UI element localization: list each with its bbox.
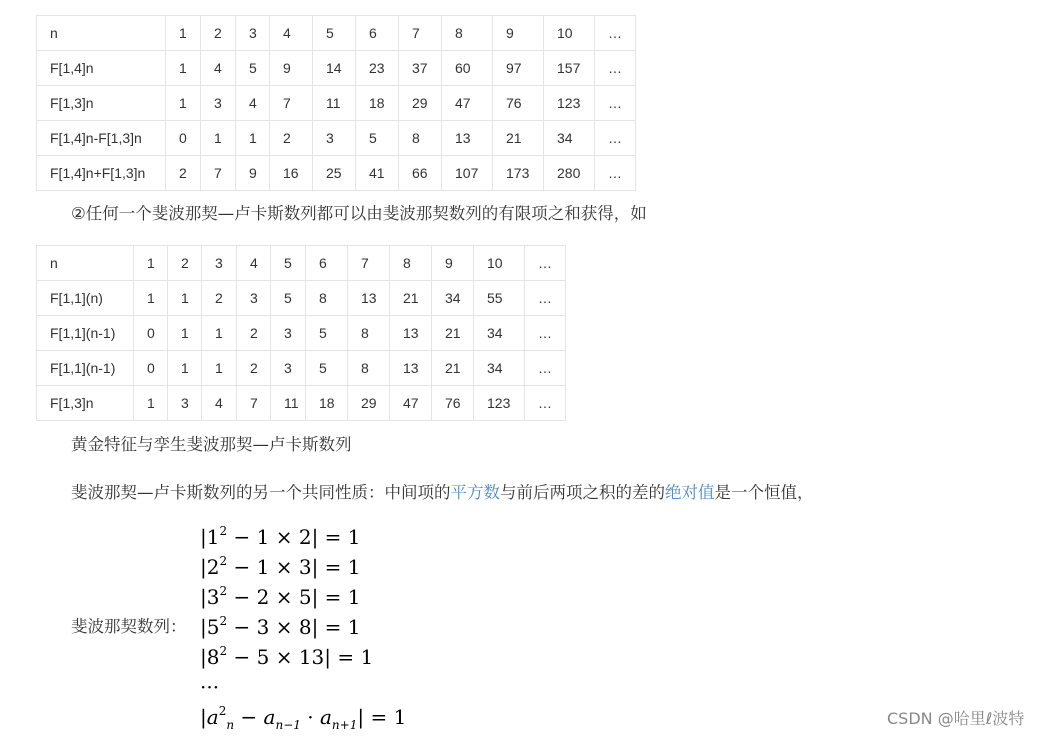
table-cell: 4 [201,51,236,86]
paragraph-common-property [71,479,814,503]
table-cell: 9 [493,16,544,51]
table-cell: 4 [270,16,313,51]
row-header-cell: F[1,4]n-F[1,3]n [37,121,166,156]
table-cell: 41 [356,156,399,191]
table-cell: 66 [399,156,442,191]
table-cell: 76 [432,386,474,421]
table-cell: 280 [544,156,595,191]
table-cell: … [525,351,566,386]
table-cell: 21 [390,281,432,316]
fib-lucas-table-1 [36,15,636,191]
table-cell: … [595,156,636,191]
table-cell: … [525,246,566,281]
row-header-cell: F[1,1](n-1) [37,316,134,351]
table-cell: 21 [432,316,474,351]
table-cell: 13 [442,121,493,156]
table-cell: 8 [348,351,390,386]
table-cell: 1 [202,351,237,386]
table-cell: 7 [237,386,271,421]
table-cell: 3 [236,16,270,51]
table-row [37,246,566,281]
table-cell: 18 [306,386,348,421]
table-cell: 11 [271,386,306,421]
table-cell: 1 [166,86,201,121]
table-cell: 8 [306,281,348,316]
table-cell: 9 [236,156,270,191]
table-cell: … [525,386,566,421]
table-cell: 4 [237,246,271,281]
table-cell: 13 [390,351,432,386]
table-cell: 21 [432,351,474,386]
equation-general: $|a^2_n - a_{n-1} \cdot a_{n+1}| = 1$ [200,704,407,732]
row-header-cell: n [37,246,134,281]
table-cell: 5 [306,351,348,386]
table-cell: 123 [474,386,525,421]
table-cell: 5 [271,281,306,316]
table-cell: 13 [348,281,390,316]
table-cell: 173 [493,156,544,191]
equation-line: $|8^2 - 5 \times 13| = 1$ [200,644,374,669]
table-cell: 1 [168,351,202,386]
table-cell: 1 [134,246,168,281]
table-row [37,51,636,86]
table-row [37,351,566,386]
table-cell: … [595,51,636,86]
table-cell: 9 [270,51,313,86]
table-cell: 16 [270,156,313,191]
table-cell: 5 [306,316,348,351]
table-cell: 47 [442,86,493,121]
table-cell: 2 [237,351,271,386]
label-fibonacci-sequence: 斐波那契数列： [71,617,187,636]
equation-line: $|5^2 - 3 \times 8| = 1$ [200,614,361,639]
row-header-cell: F[1,3]n [37,386,134,421]
table-row [37,86,636,121]
row-header-cell: F[1,4]n [37,51,166,86]
table-cell: 0 [134,316,168,351]
table-cell: 3 [237,281,271,316]
table-cell: 7 [201,156,236,191]
table-cell: 7 [348,246,390,281]
table-cell: 13 [390,316,432,351]
table-cell: 7 [270,86,313,121]
table-cell: 1 [166,16,201,51]
table-cell: 3 [201,86,236,121]
link-square-number[interactable]: 平方数 [450,483,500,502]
table-cell: 34 [474,316,525,351]
row-header-cell: F[1,4]n+F[1,3]n [37,156,166,191]
table-cell: 4 [202,386,237,421]
equation-line: $|1^2 - 1 \times 2| = 1$ [200,524,361,549]
table-cell: 2 [168,246,202,281]
heading-golden-feature: 黄金特征与孪生斐波那契—卢卡斯数列 [71,435,352,454]
table-row [37,281,566,316]
property-text-2: 与前后两项之积的差的 [500,483,665,502]
table-cell: 2 [270,121,313,156]
table-cell: 107 [442,156,493,191]
table-cell: 60 [442,51,493,86]
table-cell: … [525,316,566,351]
table-cell: 29 [399,86,442,121]
table-cell: 157 [544,51,595,86]
table-cell: 3 [168,386,202,421]
table-cell: 9 [432,246,474,281]
table-cell: 14 [313,51,356,86]
table-cell: 34 [544,121,595,156]
table-cell: 18 [356,86,399,121]
table-cell: 3 [202,246,237,281]
fib-lucas-table-2 [36,245,566,421]
table-cell: … [525,281,566,316]
row-header-cell: F[1,1](n-1) [37,351,134,386]
table-cell: 6 [356,16,399,51]
table-cell: 0 [134,351,168,386]
table-cell: 8 [442,16,493,51]
table-cell: 34 [432,281,474,316]
table-row [37,316,566,351]
table-cell: 23 [356,51,399,86]
row-header-cell: n [37,16,166,51]
table-cell: 21 [493,121,544,156]
table-cell: 1 [168,281,202,316]
table-cell: 6 [306,246,348,281]
table-cell: 29 [348,386,390,421]
paragraph-any-sequence: ②任何一个斐波那契—卢卡斯数列都可以由斐波那契数列的有限项之和获得，如 [71,204,647,223]
table-cell: 2 [166,156,201,191]
table-cell: 76 [493,86,544,121]
table-cell: 3 [271,351,306,386]
table-cell: 8 [348,316,390,351]
table-cell: 2 [201,16,236,51]
equation-line: $|2^2 - 1 \times 3| = 1$ [200,554,361,579]
table-cell: 5 [356,121,399,156]
table-cell: 1 [166,51,201,86]
table-cell: 5 [313,16,356,51]
table-cell: 25 [313,156,356,191]
equation-list [200,522,406,732]
table-cell: 3 [271,316,306,351]
equation-ellipsis: ··· [200,675,220,699]
table-cell: 1 [134,281,168,316]
property-text-1: 斐波那契—卢卡斯数列的另一个共同性质：中间项的 [71,483,451,502]
table-cell: 4 [236,86,270,121]
table-cell: 10 [474,246,525,281]
table-cell: … [595,86,636,121]
table-cell: 2 [202,281,237,316]
link-absolute-value[interactable]: 绝对值 [665,483,715,502]
table-cell: 10 [544,16,595,51]
table-cell: 55 [474,281,525,316]
table-cell: 11 [313,86,356,121]
table-cell: … [595,16,636,51]
table-cell: 34 [474,351,525,386]
property-text-3: 是一个恒值， [714,483,814,502]
row-header-cell: F[1,1](n) [37,281,134,316]
table-cell: 8 [390,246,432,281]
equation-line: $|3^2 - 2 \times 5| = 1$ [200,584,361,609]
table-row [37,16,636,51]
table-cell: … [595,121,636,156]
table-cell: 1 [134,386,168,421]
table-cell: 5 [236,51,270,86]
table-cell: 1 [236,121,270,156]
table-cell: 1 [202,316,237,351]
table-cell: 123 [544,86,595,121]
csdn-watermark: CSDN @哈里ℓ波特 [887,709,1025,728]
table-cell: 97 [493,51,544,86]
table-cell: 1 [201,121,236,156]
table-cell: 0 [166,121,201,156]
table-cell: 5 [271,246,306,281]
row-header-cell: F[1,3]n [37,86,166,121]
table-cell: 2 [237,316,271,351]
table-cell: 1 [168,316,202,351]
table-cell: 47 [390,386,432,421]
table-cell: 7 [399,16,442,51]
table-row [37,121,636,156]
table-cell: 3 [313,121,356,156]
table-row [37,156,636,191]
table-cell: 8 [399,121,442,156]
table-row [37,386,566,421]
table-cell: 37 [399,51,442,86]
